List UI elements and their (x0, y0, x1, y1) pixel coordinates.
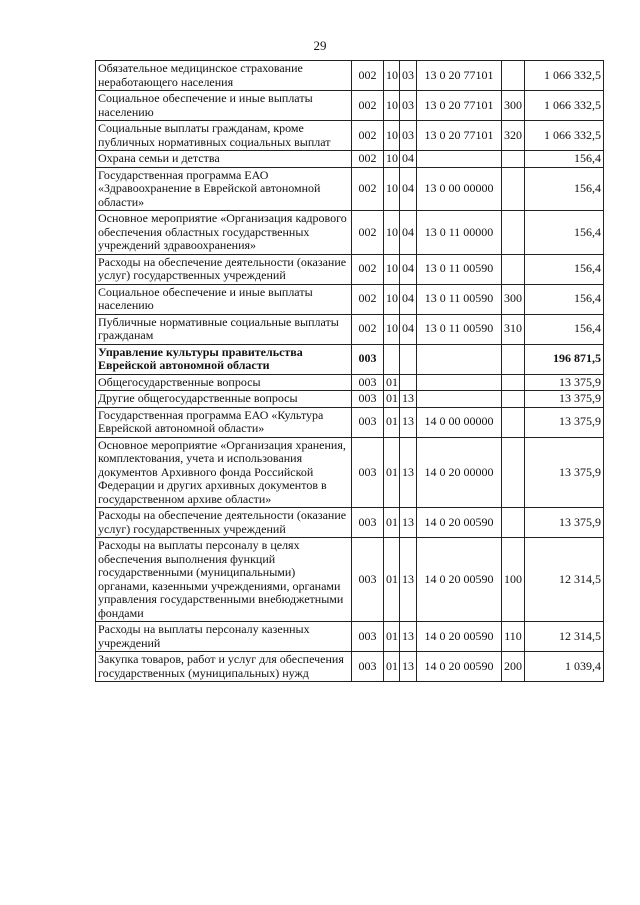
target-article-cell: 13 0 11 00590 (417, 254, 502, 284)
amount-cell: 1 066 332,5 (525, 91, 604, 121)
expense-type-cell (502, 508, 525, 538)
grbs-code-cell: 002 (352, 91, 384, 121)
grbs-code-cell: 002 (352, 314, 384, 344)
table-row (96, 508, 604, 538)
expense-name-cell: Обязательное медицинское страхование неработающего населения (96, 61, 352, 91)
grbs-code-cell: 002 (352, 254, 384, 284)
subsection-code-cell: 13 (400, 437, 417, 508)
amount-cell: 156,4 (525, 284, 604, 314)
table-row (96, 284, 604, 314)
grbs-code-cell: 003 (352, 437, 384, 508)
table-row (96, 91, 604, 121)
expense-name-cell: Управление культуры правительства Еврейской автономной области (96, 344, 352, 374)
expense-type-cell: 100 (502, 538, 525, 622)
section-code-cell: 01 (384, 391, 400, 408)
amount-cell: 156,4 (525, 254, 604, 284)
grbs-code-cell: 003 (352, 622, 384, 652)
target-article-cell: 13 0 11 00000 (417, 211, 502, 255)
grbs-code-cell: 003 (352, 538, 384, 622)
amount-cell: 12 314,5 (525, 538, 604, 622)
amount-cell: 1 066 332,5 (525, 121, 604, 151)
expense-type-cell (502, 407, 525, 437)
table-row (96, 622, 604, 652)
section-code-cell: 10 (384, 91, 400, 121)
expense-type-cell: 110 (502, 622, 525, 652)
subsection-code-cell: 13 (400, 622, 417, 652)
target-article-cell: 14 0 00 00000 (417, 407, 502, 437)
expense-type-cell: 300 (502, 91, 525, 121)
grbs-code-cell: 003 (352, 391, 384, 408)
expense-name-cell: Государственная программа ЕАО «Культура Еврейской автономной области» (96, 407, 352, 437)
expense-name-cell: Социальное обеспечение и иные выплаты населению (96, 284, 352, 314)
section-code-cell: 01 (384, 622, 400, 652)
expense-type-cell (502, 437, 525, 508)
table-row (96, 538, 604, 622)
grbs-code-cell: 002 (352, 151, 384, 168)
target-article-cell: 13 0 11 00590 (417, 284, 502, 314)
amount-cell: 13 375,9 (525, 407, 604, 437)
subsection-code-cell: 04 (400, 254, 417, 284)
expense-type-cell: 200 (502, 652, 525, 682)
grbs-code-cell: 003 (352, 344, 384, 374)
amount-cell: 156,4 (525, 151, 604, 168)
budget-table (95, 60, 604, 682)
expense-type-cell (502, 374, 525, 391)
subsection-code-cell: 04 (400, 167, 417, 211)
table-row (96, 652, 604, 682)
table-row (96, 407, 604, 437)
expense-name-cell: Государственная программа ЕАО «Здравоохранение в Еврейской автономной области» (96, 167, 352, 211)
grbs-code-cell: 003 (352, 407, 384, 437)
target-article-cell: 13 0 20 77101 (417, 121, 502, 151)
expense-name-cell: Общегосударственные вопросы (96, 374, 352, 391)
expense-name-cell: Социальное обеспечение и иные выплаты населению (96, 91, 352, 121)
section-code-cell: 01 (384, 508, 400, 538)
subsection-code-cell: 13 (400, 407, 417, 437)
expense-name-cell: Закупка товаров, работ и услуг для обеспечения государственных (муниципальных) нужд (96, 652, 352, 682)
expense-name-cell: Другие общегосударственные вопросы (96, 391, 352, 408)
table-row (96, 254, 604, 284)
amount-cell: 156,4 (525, 167, 604, 211)
target-article-cell: 14 0 20 00590 (417, 508, 502, 538)
section-code-cell: 01 (384, 437, 400, 508)
amount-cell: 13 375,9 (525, 437, 604, 508)
amount-cell: 13 375,9 (525, 374, 604, 391)
expense-name-cell: Основное мероприятие «Организация хранения, комплектования, учета и использования документов Архивного фонда Российской Федерации и других архивных документов в государственном архиве области» (96, 437, 352, 508)
section-code-cell: 10 (384, 61, 400, 91)
section-code-cell: 01 (384, 374, 400, 391)
table-row (96, 121, 604, 151)
target-article-cell: 13 0 20 77101 (417, 91, 502, 121)
expense-type-cell: 300 (502, 284, 525, 314)
amount-cell: 1 066 332,5 (525, 61, 604, 91)
subsection-code-cell: 03 (400, 121, 417, 151)
expense-type-cell: 320 (502, 121, 525, 151)
amount-cell: 1 039,4 (525, 652, 604, 682)
section-code-cell: 10 (384, 167, 400, 211)
subsection-code-cell: 13 (400, 391, 417, 408)
subsection-code-cell: 04 (400, 151, 417, 168)
grbs-code-cell: 002 (352, 121, 384, 151)
table-row (96, 151, 604, 168)
section-code-cell: 01 (384, 407, 400, 437)
section-code-cell: 01 (384, 652, 400, 682)
section-code-cell: 10 (384, 254, 400, 284)
expense-name-cell: Социальные выплаты гражданам, кроме публичных нормативных социальных выплат (96, 121, 352, 151)
expense-name-cell: Расходы на обеспечение деятельности (оказание услуг) государственных учреждений (96, 254, 352, 284)
target-article-cell: 14 0 20 00000 (417, 437, 502, 508)
subsection-code-cell (400, 374, 417, 391)
target-article-cell: 14 0 20 00590 (417, 538, 502, 622)
grbs-code-cell: 003 (352, 374, 384, 391)
subsection-code-cell: 03 (400, 91, 417, 121)
table-row (96, 374, 604, 391)
amount-cell: 196 871,5 (525, 344, 604, 374)
table-row (96, 211, 604, 255)
table-row (96, 314, 604, 344)
amount-cell: 13 375,9 (525, 508, 604, 538)
target-article-cell (417, 344, 502, 374)
section-code-cell: 10 (384, 211, 400, 255)
target-article-cell (417, 374, 502, 391)
target-article-cell (417, 391, 502, 408)
subsection-code-cell: 13 (400, 652, 417, 682)
subsection-code-cell: 03 (400, 61, 417, 91)
target-article-cell: 13 0 11 00590 (417, 314, 502, 344)
expense-type-cell (502, 61, 525, 91)
expense-type-cell: 310 (502, 314, 525, 344)
target-article-cell: 13 0 00 00000 (417, 167, 502, 211)
grbs-code-cell: 002 (352, 284, 384, 314)
table-row (96, 391, 604, 408)
subsection-code-cell: 04 (400, 314, 417, 344)
expense-name-cell: Основное мероприятие «Организация кадрового обеспечения областных государственных учреждений здравоохранения» (96, 211, 352, 255)
expense-type-cell (502, 211, 525, 255)
expense-type-cell (502, 167, 525, 211)
expense-name-cell: Расходы на выплаты персоналу в целях обеспечения выполнения функций государственными (муниципальными) органами, казенными учреждениями, органами управления государственными внебюджетными фондами (96, 538, 352, 622)
amount-cell: 156,4 (525, 314, 604, 344)
page-number: 29 (313, 38, 327, 53)
subsection-code-cell (400, 344, 417, 374)
target-article-cell: 14 0 20 00590 (417, 652, 502, 682)
subsection-code-cell: 13 (400, 538, 417, 622)
table-body (96, 61, 604, 682)
table-row (96, 437, 604, 508)
amount-cell: 12 314,5 (525, 622, 604, 652)
section-code-cell: 10 (384, 314, 400, 344)
subsection-code-cell: 04 (400, 284, 417, 314)
section-code-cell (384, 344, 400, 374)
expense-name-cell: Расходы на обеспечение деятельности (оказание услуг) государственных учреждений (96, 508, 352, 538)
grbs-code-cell: 003 (352, 652, 384, 682)
target-article-cell: 14 0 20 00590 (417, 622, 502, 652)
table-row (96, 344, 604, 374)
expense-name-cell: Расходы на выплаты персоналу казенных учреждений (96, 622, 352, 652)
expense-type-cell (502, 254, 525, 284)
target-article-cell: 13 0 20 77101 (417, 61, 502, 91)
grbs-code-cell: 003 (352, 508, 384, 538)
section-code-cell: 10 (384, 151, 400, 168)
grbs-code-cell: 002 (352, 61, 384, 91)
section-code-cell: 10 (384, 121, 400, 151)
target-article-cell (417, 151, 502, 168)
expense-type-cell (502, 344, 525, 374)
expense-name-cell: Публичные нормативные социальные выплаты гражданам (96, 314, 352, 344)
grbs-code-cell: 002 (352, 167, 384, 211)
expense-type-cell (502, 151, 525, 168)
subsection-code-cell: 13 (400, 508, 417, 538)
section-code-cell: 01 (384, 538, 400, 622)
expense-type-cell (502, 391, 525, 408)
table-row (96, 167, 604, 211)
amount-cell: 156,4 (525, 211, 604, 255)
subsection-code-cell: 04 (400, 211, 417, 255)
grbs-code-cell: 002 (352, 211, 384, 255)
section-code-cell: 10 (384, 284, 400, 314)
expense-name-cell: Охрана семьи и детства (96, 151, 352, 168)
table-row (96, 61, 604, 91)
amount-cell: 13 375,9 (525, 391, 604, 408)
